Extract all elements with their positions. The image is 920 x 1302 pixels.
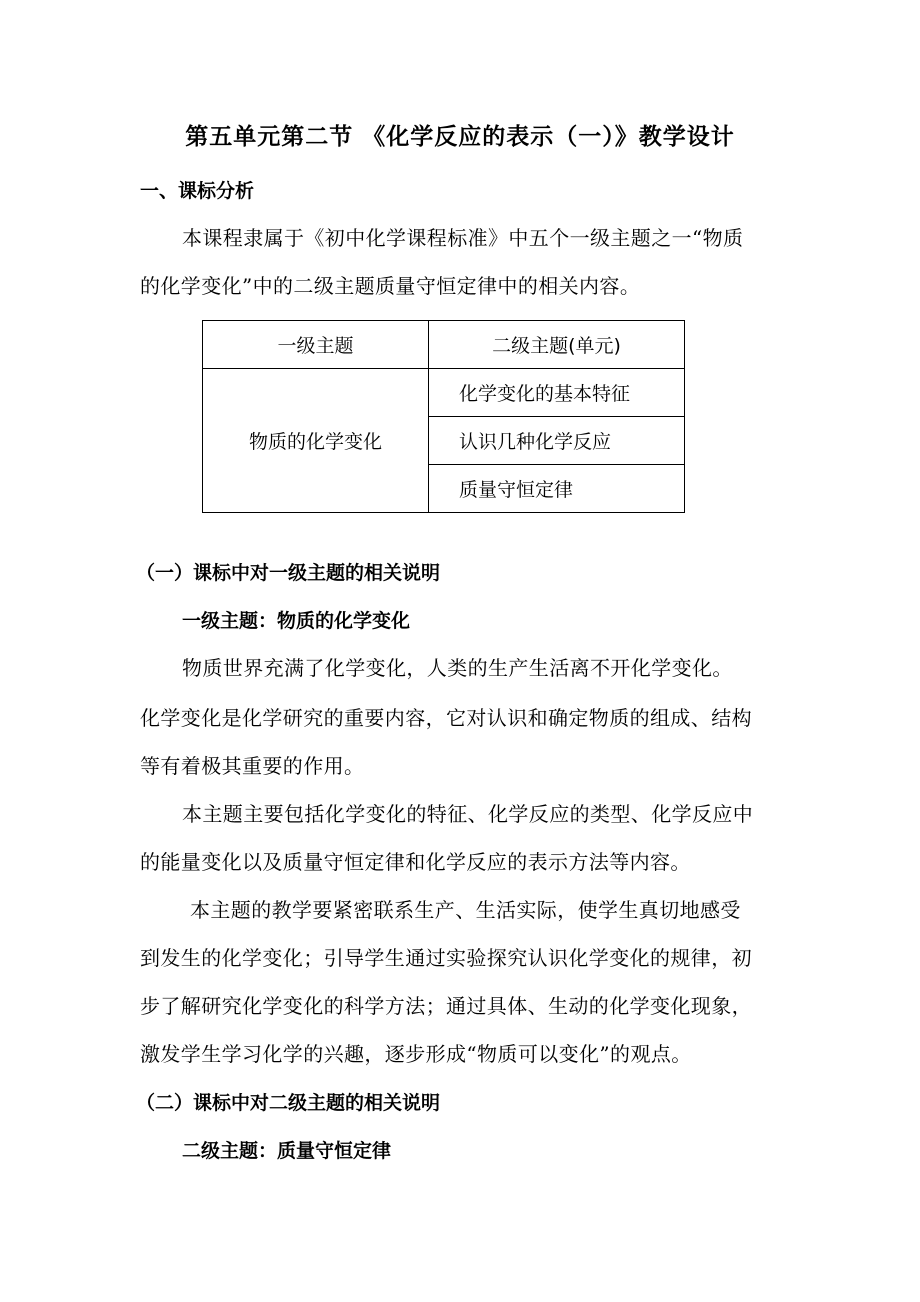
- table-header-row: [203, 321, 685, 369]
- table-cell-sub-topic: 质量守恒定律: [429, 465, 685, 513]
- table-row: [203, 369, 685, 417]
- paragraph-line: 物质世界充满了化学变化，人类的生产生活离不开化学变化。: [182, 656, 733, 680]
- subsection-heading-level1: （一）课标中对一级主题的相关说明: [136, 562, 441, 584]
- table-cell-main-topic: 物质的化学变化: [203, 369, 429, 513]
- section-heading-curriculum-analysis: 一、课标分析: [140, 180, 255, 202]
- paragraph-line: 的能量变化以及质量守恒定律和化学反应的表示方法等内容。: [140, 850, 691, 874]
- paragraph-line: 到发生的化学变化；引导学生通过实验探究认识化学变化的规律，初: [140, 946, 752, 970]
- table-cell-sub-topic: 化学变化的基本特征: [429, 369, 685, 417]
- paragraph-line: 激发学生学习化学的兴趣，逐步形成“物质可以变化”的观点。: [140, 1042, 692, 1066]
- table-cell-sub-topic: 认识几种化学反应: [429, 417, 685, 465]
- table-header-level2: 二级主题(单元): [429, 321, 685, 369]
- paragraph-line: 本主题的教学要紧密联系生产、生活实际，使学生真切地感受: [190, 898, 741, 922]
- paragraph-line: 等有着极其重要的作用。: [140, 754, 365, 778]
- page-title: 第五单元第二节 《化学反应的表示（一）》教学设计: [185, 124, 735, 150]
- topic-label-level1: 一级主题：物质的化学变化: [182, 610, 411, 632]
- subsection-heading-level2: （二）课标中对二级主题的相关说明: [136, 1092, 441, 1114]
- paragraph-line: 本主题主要包括化学变化的特征、化学反应的类型、化学反应中: [182, 802, 754, 826]
- topic-label-level2: 二级主题：质量守恒定律: [182, 1140, 392, 1162]
- topics-table: [202, 320, 685, 513]
- paragraph-line: 的化学变化”中的二级主题质量守恒定律中的相关内容。: [140, 274, 641, 298]
- table-header-level1: 一级主题: [203, 321, 429, 369]
- paragraph-line: 本课程隶属于《初中化学课程标准》中五个一级主题之一“物质: [182, 226, 744, 250]
- paragraph-line: 步了解研究化学变化的科学方法；通过具体、生动的化学变化现象，: [140, 994, 752, 1018]
- paragraph-line: 化学变化是化学研究的重要内容，它对认识和确定物质的组成、结构: [140, 706, 752, 730]
